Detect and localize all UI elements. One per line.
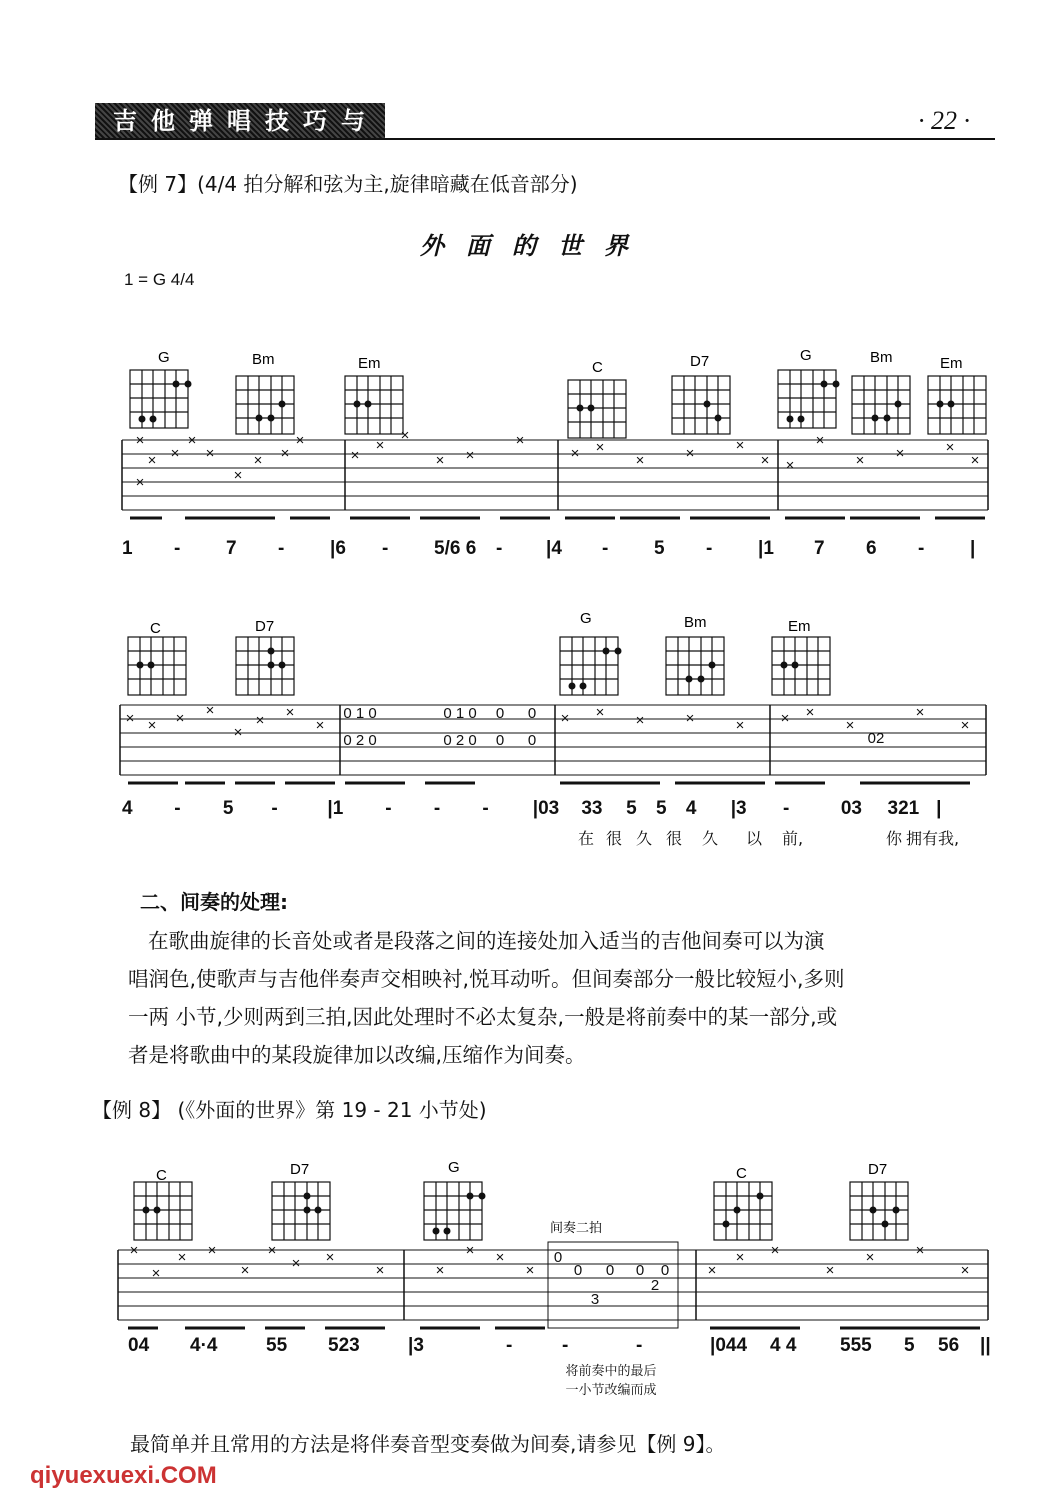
jianpu-note: 33 bbox=[581, 798, 603, 819]
svg-text:×: × bbox=[635, 712, 645, 729]
svg-text:×: × bbox=[435, 1262, 445, 1279]
jianpu-note: 5 bbox=[626, 798, 637, 819]
svg-text:×: × bbox=[960, 1262, 970, 1279]
chord-name: G bbox=[448, 1159, 460, 1176]
example8-label: 【例 8】 (《外面的世界》第 19 - 21 小节处) bbox=[92, 1098, 487, 1122]
jianpu-note: 5/6 6 bbox=[434, 538, 477, 559]
svg-text:×: × bbox=[570, 445, 580, 462]
svg-text:×: × bbox=[187, 432, 197, 449]
svg-text:×: × bbox=[280, 445, 290, 462]
jianpu-note: | bbox=[936, 798, 942, 819]
svg-text:×: × bbox=[525, 1262, 535, 1279]
chord-name: Bm bbox=[684, 614, 707, 631]
jianpu-note: 55 bbox=[266, 1335, 288, 1356]
jianpu-note: - bbox=[385, 798, 392, 819]
jianpu-note: 4·4 bbox=[190, 1335, 218, 1356]
svg-text:×: × bbox=[685, 710, 695, 727]
svg-text:×: × bbox=[845, 717, 855, 734]
svg-text:×: × bbox=[945, 439, 955, 456]
chord-name: D7 bbox=[690, 353, 710, 370]
interlude-note bbox=[552, 1362, 670, 1400]
svg-text:×: × bbox=[707, 1262, 717, 1279]
svg-text:×: × bbox=[375, 1262, 385, 1279]
jianpu-note: 5 bbox=[654, 538, 665, 559]
jianpu-note: |4 bbox=[546, 538, 562, 559]
svg-text:×: × bbox=[255, 712, 265, 729]
jianpu-note: - bbox=[636, 1335, 643, 1356]
svg-text:0: 0 bbox=[553, 1249, 563, 1266]
jianpu-note: - bbox=[918, 538, 925, 559]
chord-name: G bbox=[158, 349, 170, 366]
interlude-note-line: 将前奏中的最后 bbox=[565, 1364, 657, 1379]
lyric: 久 bbox=[636, 829, 653, 848]
jianpu-note bbox=[973, 798, 992, 828]
jianpu-note: 5 bbox=[222, 798, 234, 819]
jianpu-note: |3 bbox=[730, 798, 747, 819]
chord-name: C bbox=[156, 1167, 167, 1184]
svg-text:×: × bbox=[240, 1262, 250, 1279]
example8-notation bbox=[0, 1150, 1060, 1410]
jianpu-note: | bbox=[970, 538, 976, 559]
svg-text:0: 0 bbox=[495, 705, 505, 722]
svg-text:×: × bbox=[735, 717, 745, 734]
svg-text:×: × bbox=[915, 1242, 925, 1259]
svg-text:×: × bbox=[595, 439, 605, 456]
paragraph-line: 在歌曲旋律的长音处或者是段落之间的连接处加入适当的吉他间奏可以为演 bbox=[148, 929, 825, 953]
jianpu-note: |044 bbox=[710, 1335, 748, 1356]
svg-text:×: × bbox=[855, 452, 865, 469]
lyric: 在 bbox=[578, 829, 595, 848]
svg-text:0: 0 bbox=[527, 705, 537, 722]
jianpu-note: - bbox=[271, 798, 278, 819]
jianpu-note: 4 4 bbox=[770, 1335, 797, 1356]
lyric: 很 bbox=[606, 829, 623, 848]
svg-text:×: × bbox=[895, 445, 905, 462]
watermark: qiyuexuexi.COM bbox=[30, 1462, 217, 1489]
svg-text:×: × bbox=[291, 1255, 301, 1272]
svg-text:×: × bbox=[865, 1249, 875, 1266]
svg-text:2: 2 bbox=[650, 1277, 660, 1294]
svg-text:0: 0 bbox=[635, 1262, 645, 1279]
jianpu-note: 555 bbox=[840, 1335, 872, 1356]
svg-text:0: 0 bbox=[495, 732, 505, 749]
svg-text:×: × bbox=[147, 717, 157, 734]
key-signature: 1 = G 4/4 bbox=[124, 270, 195, 289]
jianpu-note: - bbox=[174, 798, 181, 819]
chord-name: D7 bbox=[290, 1161, 310, 1178]
interlude-note-line: 一小节改编而成 bbox=[565, 1383, 657, 1398]
svg-text:×: × bbox=[400, 427, 410, 444]
example8-jianpu bbox=[128, 1335, 998, 1365]
svg-text:0: 0 bbox=[573, 1262, 583, 1279]
jianpu-note: 5 bbox=[656, 798, 667, 819]
svg-text:×: × bbox=[465, 1242, 475, 1259]
svg-text:×: × bbox=[735, 437, 745, 454]
chord-name: Bm bbox=[252, 351, 275, 368]
jianpu-note: - bbox=[433, 798, 441, 819]
svg-text:×: × bbox=[253, 452, 263, 469]
paragraph-line: 者是将歌曲中的某段旋律加以改编,压缩作为间奏。 bbox=[128, 1043, 586, 1067]
page-number: · 22 · bbox=[918, 106, 970, 135]
section-heading: 二、间奏的处理: bbox=[140, 890, 288, 914]
svg-text:×: × bbox=[233, 467, 243, 484]
svg-text:02: 02 bbox=[867, 730, 885, 747]
svg-text:0 2 0: 0 2 0 bbox=[443, 732, 477, 749]
jianpu-note: |03 bbox=[532, 798, 560, 819]
svg-text:×: × bbox=[760, 452, 770, 469]
chord-name: C bbox=[736, 1165, 747, 1182]
svg-text:×: × bbox=[825, 1262, 835, 1279]
chord-name: Em bbox=[358, 355, 381, 372]
svg-text:×: × bbox=[970, 452, 980, 469]
jianpu-note: 7 bbox=[814, 538, 825, 559]
example7-lyrics bbox=[578, 826, 998, 849]
lyric: 前, bbox=[782, 829, 804, 848]
paragraph-line: 一两 小节,少则两到三拍,因此处理时不必太复杂,一般是将前奏中的某一部分,或 bbox=[128, 1005, 838, 1029]
jianpu-note: 321 bbox=[887, 798, 920, 819]
jianpu-note: - bbox=[174, 538, 181, 559]
closing-sentence: 最简单并且常用的方法是将伴奏音型变奏做为间奏,请参见【例 9】。 bbox=[130, 1432, 726, 1456]
jianpu-note: 04 bbox=[128, 1335, 150, 1356]
jianpu-note: 4 bbox=[685, 798, 697, 819]
svg-text:0: 0 bbox=[660, 1262, 670, 1279]
lyric: 久 bbox=[702, 829, 719, 848]
jianpu-note: - bbox=[482, 798, 489, 819]
chord-name: C bbox=[150, 620, 161, 637]
jianpu-note: 56 bbox=[938, 1335, 960, 1356]
svg-text:×: × bbox=[815, 432, 825, 449]
svg-text:×: × bbox=[325, 1249, 335, 1266]
svg-text:×: × bbox=[780, 710, 790, 727]
jianpu-note: |3 bbox=[408, 1335, 424, 1356]
svg-text:0 2 0: 0 2 0 bbox=[343, 732, 377, 749]
chord-name: G bbox=[580, 610, 592, 627]
jianpu-note: - bbox=[382, 538, 389, 559]
chord-name: D7 bbox=[255, 618, 275, 635]
svg-text:×: × bbox=[770, 1242, 780, 1259]
jianpu-note: || bbox=[980, 1335, 991, 1356]
jianpu-note: 523 bbox=[328, 1335, 360, 1356]
svg-text:×: × bbox=[785, 457, 795, 474]
svg-text:×: × bbox=[435, 452, 445, 469]
chord-name: G bbox=[800, 347, 812, 364]
svg-text:×: × bbox=[135, 432, 145, 449]
jianpu-note: - bbox=[506, 1335, 513, 1356]
svg-text:0: 0 bbox=[527, 732, 537, 749]
jianpu-note: - bbox=[562, 1335, 569, 1356]
svg-text:×: × bbox=[515, 432, 525, 449]
jianpu-note: - bbox=[602, 538, 609, 559]
chord-name: C bbox=[592, 359, 603, 376]
svg-text:×: × bbox=[350, 447, 360, 464]
jianpu-note: 03 bbox=[840, 798, 862, 819]
svg-text:×: × bbox=[375, 437, 385, 454]
lyric: 你 bbox=[886, 829, 903, 848]
song-title: 外面的世界 bbox=[420, 232, 650, 260]
svg-text:×: × bbox=[205, 702, 215, 719]
lyric: 以 bbox=[746, 829, 763, 848]
example7-row2-jianpu bbox=[122, 798, 992, 828]
chord-name: D7 bbox=[868, 1161, 888, 1178]
svg-text:×: × bbox=[295, 432, 305, 449]
jianpu-note: - bbox=[278, 538, 285, 559]
svg-text:×: × bbox=[177, 1249, 187, 1266]
svg-text:×: × bbox=[267, 1242, 277, 1259]
svg-text:0 1 0: 0 1 0 bbox=[343, 705, 377, 722]
svg-text:×: × bbox=[635, 452, 645, 469]
svg-text:×: × bbox=[465, 447, 475, 464]
chord-name: Bm bbox=[870, 349, 893, 366]
jianpu-note: - bbox=[496, 538, 503, 559]
svg-text:×: × bbox=[135, 474, 145, 491]
jianpu-note: 4 bbox=[122, 798, 133, 819]
svg-text:×: × bbox=[595, 704, 605, 721]
svg-text:3: 3 bbox=[590, 1291, 600, 1308]
jianpu-note: |6 bbox=[330, 538, 346, 559]
jianpu-note: - bbox=[706, 538, 713, 559]
jianpu-note: 7 bbox=[226, 538, 237, 559]
svg-text:×: × bbox=[915, 704, 925, 721]
svg-text:×: × bbox=[207, 1242, 217, 1259]
svg-text:×: × bbox=[560, 710, 570, 727]
svg-text:×: × bbox=[125, 710, 135, 727]
example7-row1-jianpu bbox=[122, 538, 992, 568]
header-rule bbox=[95, 138, 995, 140]
svg-text:×: × bbox=[960, 717, 970, 734]
svg-text:×: × bbox=[170, 445, 180, 462]
example7-label: 【例 7】(4/4 拍分解和弦为主,旋律暗藏在低音部分) bbox=[118, 172, 578, 196]
jianpu-note: 5 bbox=[904, 1335, 915, 1356]
jianpu-note: 1 bbox=[122, 538, 133, 559]
svg-text:×: × bbox=[315, 717, 325, 734]
svg-text:×: × bbox=[233, 724, 243, 741]
svg-text:×: × bbox=[685, 445, 695, 462]
svg-text:×: × bbox=[175, 710, 185, 727]
svg-text:×: × bbox=[285, 704, 295, 721]
svg-text:×: × bbox=[151, 1265, 161, 1282]
jianpu-note: |1 bbox=[758, 538, 774, 559]
svg-text:0: 0 bbox=[605, 1262, 615, 1279]
svg-text:×: × bbox=[147, 452, 157, 469]
svg-text:×: × bbox=[495, 1249, 505, 1266]
lyric: 很 bbox=[666, 829, 683, 848]
lyric: 拥有我, bbox=[906, 829, 960, 848]
svg-text:0 1 0: 0 1 0 bbox=[443, 705, 477, 722]
chord-name: Em bbox=[788, 618, 811, 635]
jianpu-note: 6 bbox=[866, 538, 877, 559]
chord-name: Em bbox=[940, 355, 963, 372]
svg-text:×: × bbox=[735, 1249, 745, 1266]
svg-text:×: × bbox=[129, 1242, 139, 1259]
paragraph-line: 唱润色,使歌声与吉他伴奏声交相映衬,悦耳动听。但间奏部分一般比较短小,多则 bbox=[128, 967, 845, 991]
jianpu-note: |1 bbox=[327, 798, 344, 819]
section-paragraph bbox=[128, 922, 990, 1074]
interlude-label: 间奏二拍 bbox=[550, 1220, 603, 1235]
svg-text:×: × bbox=[805, 704, 815, 721]
svg-text:×: × bbox=[205, 445, 215, 462]
book-title-banner: 吉他弹唱技巧与实例 bbox=[95, 103, 385, 139]
jianpu-note: - bbox=[782, 798, 790, 819]
